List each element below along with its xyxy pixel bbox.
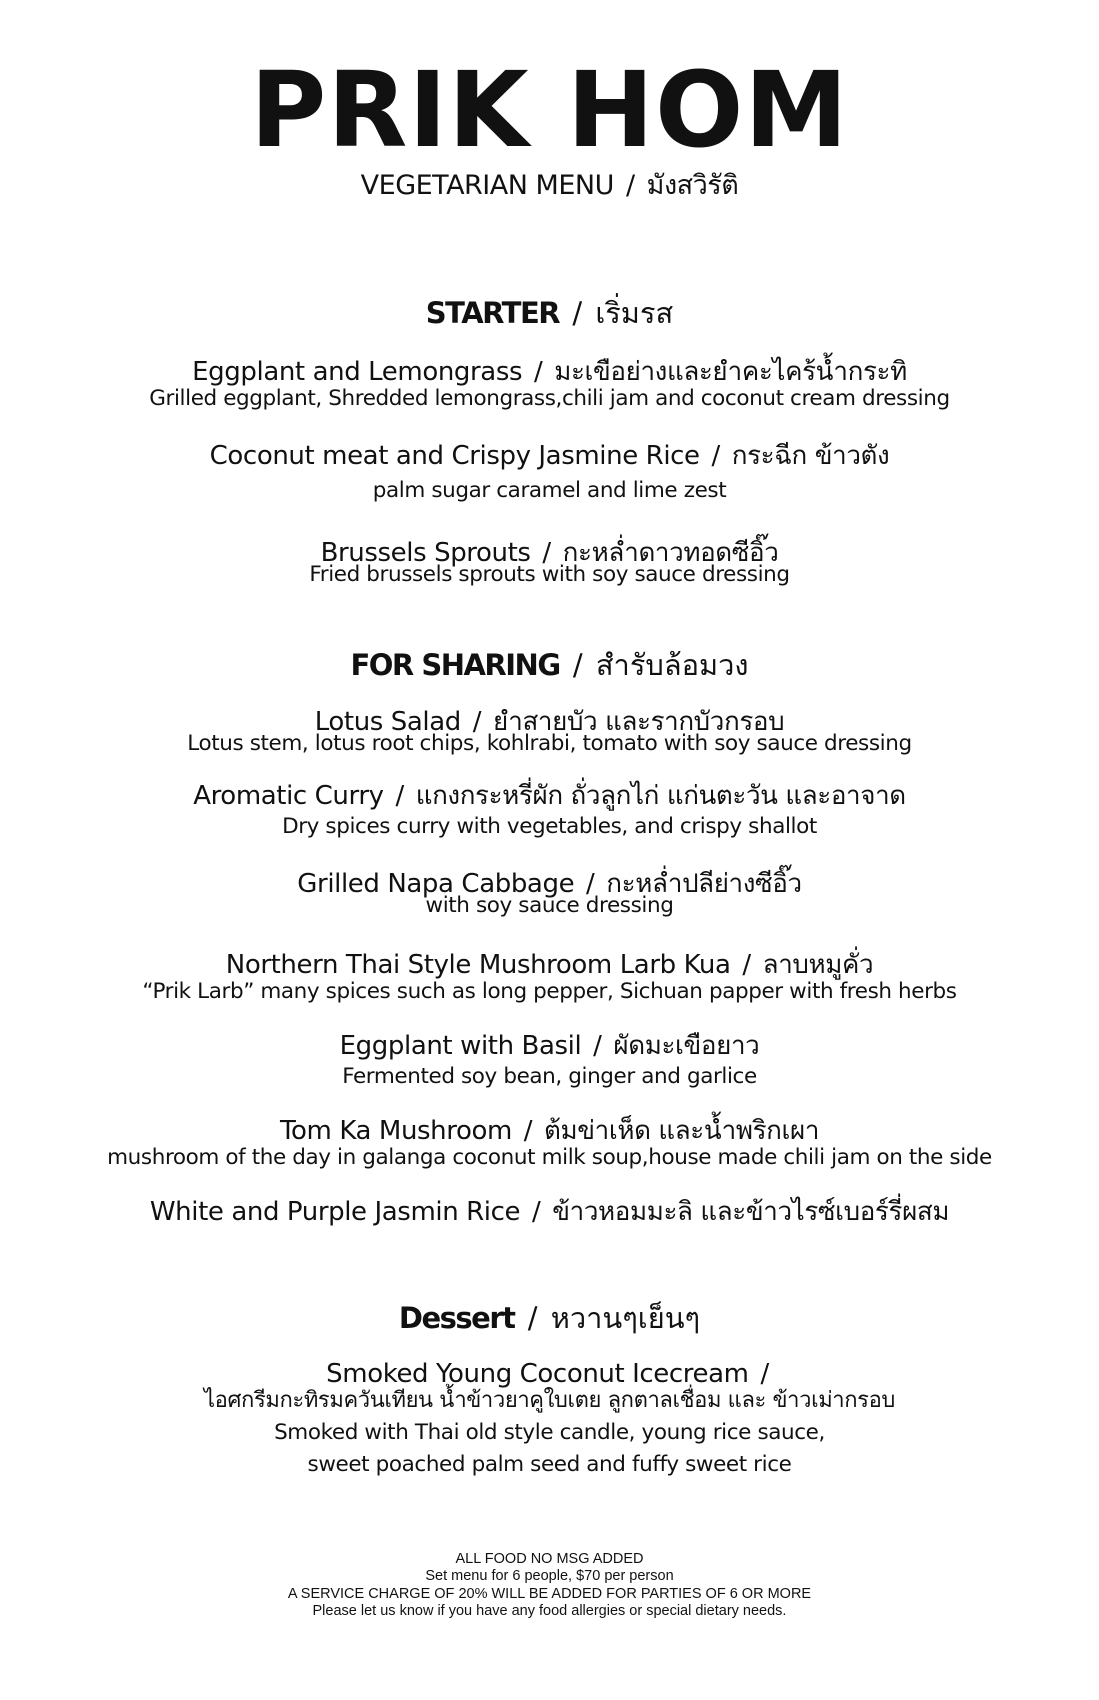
section-heading-separator: / — [572, 296, 583, 330]
menu-item-name — [0, 440, 1099, 473]
menu-item-mushroom-larb-kua — [0, 949, 1099, 1005]
menu-item-thai-description: ไอศกรีมกะทิรมควันเทียน น้ำข้าวยาคูใบเตย ลูกตาลเชื่อม และ ข้าวเม่ากรอบ — [204, 1387, 895, 1413]
menu-item-name — [0, 780, 1099, 813]
item-name-separator: / — [586, 869, 595, 899]
item-name-thai: แกงกระหรี่ผัก ถั่วลูกไก่ แก่นตะวัน และอาจาด — [415, 781, 906, 811]
item-name-thai: ข้าวหอมมะลิ และข้าวไรซ์เบอร์รี่ผสม — [552, 1197, 950, 1227]
item-name-separator: / — [542, 538, 551, 568]
menu-item-coconut-crispy-rice — [0, 440, 1099, 504]
menu-subtitle — [0, 170, 1099, 202]
item-name-english: Aromatic Curry — [193, 781, 384, 811]
item-name-thai: กระฉีก ข้าวตัง — [731, 441, 890, 471]
section-heading-separator: / — [527, 1301, 538, 1335]
item-name-separator: / — [534, 357, 543, 387]
section-heading-thai: เริ่มรส — [595, 296, 674, 330]
menu-item-description: Smoked with Thai old style candle, young rice sauce, — [274, 1420, 825, 1446]
section-heading-english: STARTER — [425, 296, 560, 330]
subtitle-separator: / — [625, 170, 635, 201]
item-name-english: White and Purple Jasmin Rice — [149, 1197, 521, 1227]
section-heading-dessert — [0, 1301, 1099, 1336]
item-name-separator: / — [395, 781, 404, 811]
item-name-separator: / — [532, 1197, 541, 1227]
menu-item-smoked-coconut-icecream — [0, 1358, 1099, 1479]
menu-item-description: “Prik Larb” many spices such as long pepper, Sichuan papper with fresh herbs — [142, 978, 957, 1004]
item-name-english: Tom Ka Mushroom — [279, 1116, 512, 1146]
item-name-english: Northern Thai Style Mushroom Larb Kua — [225, 950, 731, 980]
menu-item-eggplant-lemongrass — [0, 356, 1099, 412]
item-name-thai: กะหล่ำปลีย่างซีอิ๊ว — [606, 869, 802, 899]
menu-item-tom-ka-mushroom — [0, 1115, 1099, 1171]
item-name-english: Lotus Salad — [314, 707, 461, 737]
menu-item-name — [0, 1196, 1099, 1229]
item-name-thai: มะเขือย่างและยำคะไคร้น้ำกระทิ — [554, 357, 907, 387]
menu-item-description: mushroom of the day in galanga coconut milk soup,house made chili jam on the side — [107, 1144, 992, 1170]
item-name-english: Smoked Young Coconut Icecream — [326, 1359, 749, 1389]
item-name-english: Coconut meat and Crispy Jasmine Rice — [209, 441, 700, 471]
footer-service-charge: A SERVICE CHARGE OF 20% WILL BE ADDED FOR PARTIES OF 6 OR MORE — [287, 1585, 812, 1602]
menu-item-description: Fried brussels sprouts with soy sauce dressing — [309, 561, 790, 587]
menu-item-eggplant-basil — [0, 1030, 1099, 1090]
footer-msg-note: ALL FOOD NO MSG ADDED — [455, 1551, 644, 1567]
menu-footer — [0, 1551, 1099, 1621]
section-heading-for-sharing — [0, 648, 1099, 683]
menu-item-name — [0, 1030, 1099, 1063]
subtitle-thai: มังสวิรัติ — [646, 170, 739, 201]
section-heading-thai: หวานๆเย็นๆ — [550, 1301, 701, 1335]
menu-item-description: Dry spices curry with vegetables, and crispy shallot — [282, 813, 817, 839]
item-name-english: Eggplant with Basil — [339, 1031, 582, 1061]
item-name-separator: / — [711, 441, 720, 471]
menu-item-brussels-sprouts — [0, 537, 1099, 588]
menu-item-description: palm sugar caramel and lime zest — [372, 477, 727, 503]
menu-item-aromatic-curry — [0, 780, 1099, 840]
item-name-thai: ยำสายบัว และรากบัวกรอบ — [493, 707, 785, 737]
item-name-thai: ต้มข่าเห็ด และน้ำพริกเผา — [544, 1116, 820, 1146]
item-name-separator: / — [760, 1359, 769, 1389]
footer-set-menu-price: Set menu for 6 people, $70 per person — [425, 1568, 674, 1585]
menu-item-description: Grilled eggplant, Shredded lemongrass,chili jam and coconut cream dressing — [149, 385, 950, 411]
restaurant-title: PRIK HOM — [250, 49, 849, 171]
section-heading-english: FOR SHARING — [350, 648, 560, 682]
section-heading-thai: สำรับล้อมวง — [595, 648, 749, 682]
item-name-separator: / — [593, 1031, 602, 1061]
item-name-thai: กะหล่ำดาวทอดซีอิ๊ว — [562, 538, 779, 568]
section-heading-starter — [0, 296, 1099, 331]
item-name-english: Grilled Napa Cabbage — [297, 869, 575, 899]
footer-allergy-note: Please let us know if you have any food allergies or special dietary needs. — [312, 1603, 787, 1620]
item-name-thai: ผัดมะเขือยาว — [613, 1031, 760, 1061]
section-heading-separator: / — [572, 648, 583, 682]
item-name-separator: / — [472, 707, 482, 737]
menu-item-grilled-napa-cabbage — [0, 868, 1099, 919]
menu-item-description: sweet poached palm seed and fuffy sweet rice — [307, 1452, 792, 1478]
item-name-english: Brussels Sprouts — [320, 538, 531, 568]
menu-item-lotus-salad — [0, 706, 1099, 757]
menu-item-description: Fermented soy bean, ginger and garlice — [342, 1063, 757, 1089]
subtitle-english: VEGETARIAN MENU — [360, 170, 614, 201]
menu-item-description: Lotus stem, lotus root chips, kohlrabi, tomato with soy sauce dressing — [187, 730, 912, 756]
menu-item-description: with soy sauce dressing — [425, 892, 674, 918]
item-name-thai: ลาบหมูคั่ว — [762, 950, 874, 980]
item-name-english: Eggplant and Lemongrass — [192, 357, 523, 387]
section-heading-english: Dessert — [398, 1301, 515, 1335]
item-name-separator: / — [523, 1116, 533, 1146]
menu-item-jasmin-rice — [0, 1196, 1099, 1229]
item-name-separator: / — [742, 950, 751, 980]
